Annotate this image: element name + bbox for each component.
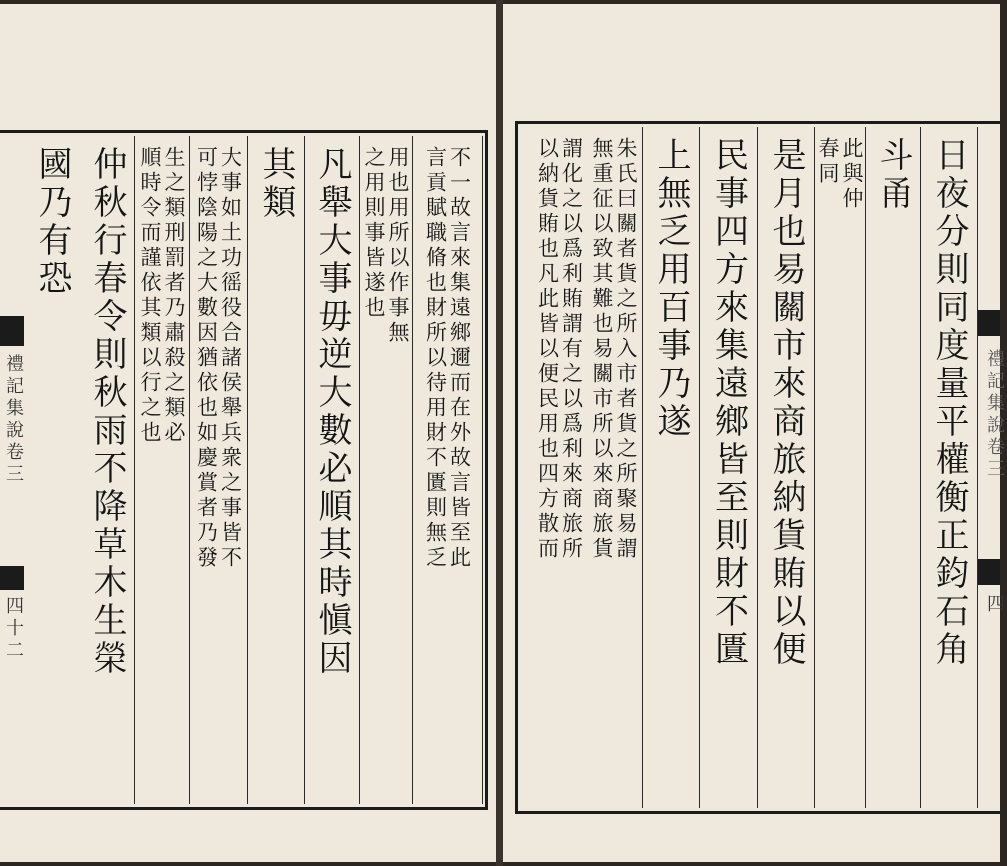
annotation-line: 可悖陰陽之大數因猶依也如慶賞者乃發 bbox=[194, 146, 219, 571]
right-fish-tail-mark-bottom bbox=[978, 559, 1000, 585]
left-page-column-2 bbox=[360, 136, 413, 804]
right-margin-page-number: 四 bbox=[984, 594, 1005, 616]
annotation-line: 大事如土功徭役合諸侯舉兵衆之事皆不 bbox=[218, 146, 243, 571]
fish-tail-mark-top bbox=[0, 316, 24, 346]
book-gutter bbox=[496, 0, 503, 866]
right-page-column-4 bbox=[758, 127, 815, 808]
right-page-column-7 bbox=[586, 127, 643, 808]
annotation-line: 順時令而謹依其類以行之也 bbox=[138, 146, 162, 446]
annotation-line: 用也用所以作事無 bbox=[386, 146, 410, 346]
right-page-column-1 bbox=[921, 127, 978, 808]
right-page-column-2 bbox=[866, 127, 921, 808]
column-text: 凡舉大事毋逆大數必順其時愼因 bbox=[312, 146, 352, 678]
left-margin-page-number: 四十二 bbox=[3, 596, 24, 662]
left-page-column-8 bbox=[24, 136, 80, 804]
annotation-line: 無重征以致其難也易關市所以來商旅貨 bbox=[590, 137, 614, 562]
left-page-column-3 bbox=[305, 136, 360, 804]
left-page-column-7 bbox=[80, 136, 135, 804]
right-margin-title: 禮記集說卷三 bbox=[984, 349, 1005, 481]
left-page-column-6 bbox=[135, 136, 190, 804]
right-page-column-3 bbox=[815, 127, 866, 808]
annotation-line: 此與仲 bbox=[840, 137, 864, 212]
column-text: 民事四方來集遠鄉皆至則財不匱 bbox=[708, 137, 749, 669]
right-page bbox=[503, 4, 1005, 862]
annotation-line: 以納貨賄也凡此皆以便民用也四方散而 bbox=[535, 137, 560, 562]
right-page-column-5 bbox=[700, 127, 758, 808]
annotation-line: 謂化之以爲利賄謂有之以爲利來商旅所 bbox=[559, 137, 584, 562]
left-page-column-4 bbox=[248, 136, 305, 804]
annotation-line: 言貢賦職脩也財所以待用財不匱則無乏 bbox=[423, 146, 448, 571]
left-page bbox=[0, 4, 496, 862]
column-text: 是月也易關市來商旅納貨賄以便 bbox=[766, 137, 806, 669]
right-fish-tail-mark-top bbox=[978, 310, 1000, 336]
column-text: 仲秋行春令則秋雨不降草木生榮 bbox=[87, 146, 127, 678]
annotation-line: 不一故言來集遠鄉邇而在外故言皆至此 bbox=[447, 146, 472, 571]
column-text: 斗甬 bbox=[873, 137, 913, 213]
left-page-column-1 bbox=[413, 136, 483, 804]
right-page-column-8 bbox=[533, 127, 586, 808]
column-text: 上無乏用百事乃遂 bbox=[651, 137, 691, 441]
annotation-line: 生之類刑罰者乃肅殺之類必 bbox=[162, 146, 186, 446]
right-page-column-6 bbox=[643, 127, 700, 808]
fish-tail-mark-bottom bbox=[0, 566, 24, 590]
annotation-line: 春同 bbox=[816, 137, 840, 187]
annotation-line: 之用則事皆遂也 bbox=[362, 146, 386, 321]
column-text: 國乃有恐 bbox=[32, 146, 72, 298]
column-text: 其類 bbox=[256, 146, 296, 222]
annotation-line: 朱氏曰關者貨之所入市者貨之所聚易謂 bbox=[614, 137, 638, 562]
column-text: 日夜分則同度量平權衡正鈞石角 bbox=[929, 137, 969, 669]
left-page-column-5 bbox=[190, 136, 248, 804]
left-margin-title: 禮記集說卷三 bbox=[3, 354, 24, 486]
